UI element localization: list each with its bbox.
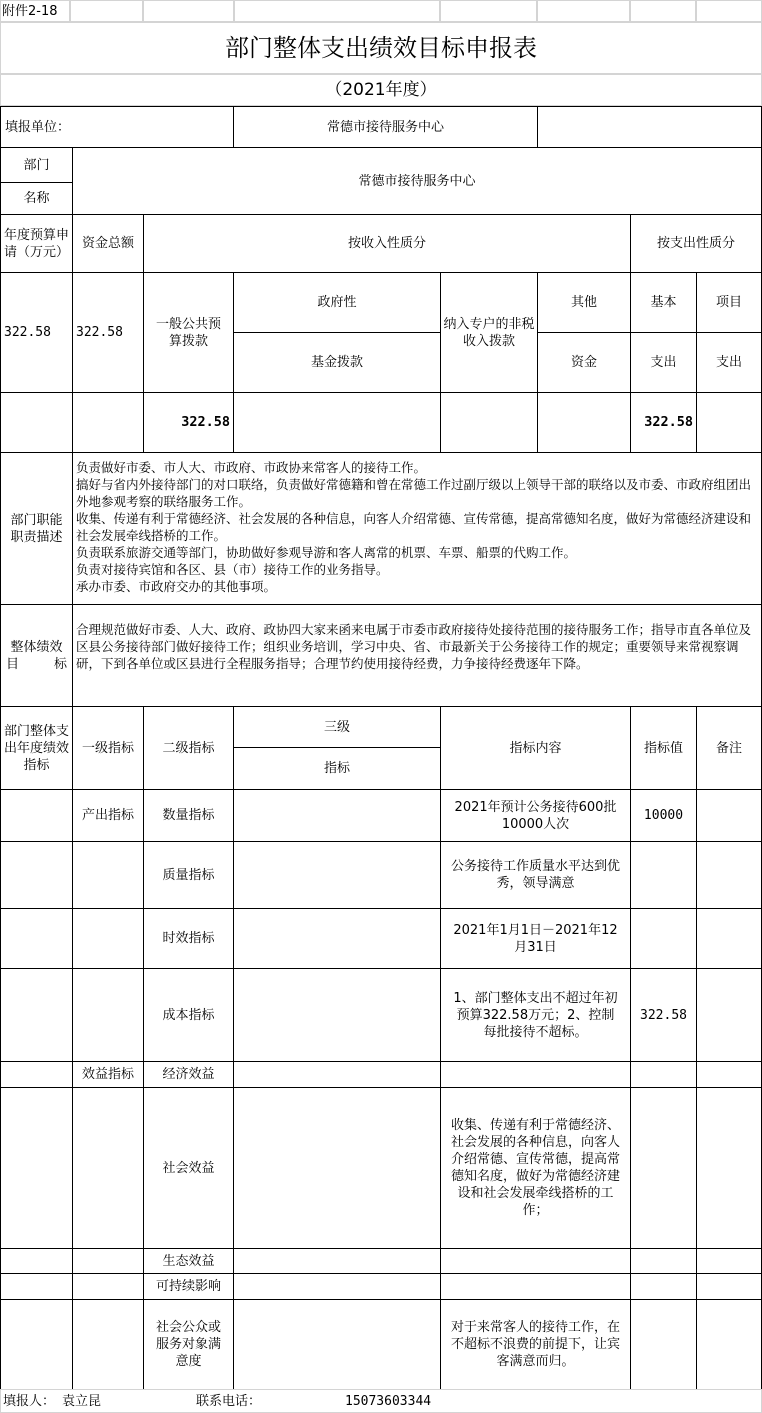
- level1-cell: [72, 1299, 144, 1390]
- duty-line: 收集、传递有利于常德经济、社会发展的各种信息，向客人介绍常德、宣传常德，提高常德知名度，做好为常德经济建设和社会发展牵线搭桥的工作。: [76, 511, 752, 543]
- value-cell: [630, 1299, 697, 1390]
- reporting-unit-label: 填报单位：: [0, 106, 234, 148]
- level3-header: 三级: [233, 706, 441, 748]
- content-cell: 公务接待工作质量水平达到优秀，领导满意: [440, 841, 631, 909]
- general-budget-header: 一般公共预算拨款: [143, 272, 234, 393]
- level1-cell: 产出指标: [72, 789, 144, 842]
- duty-line: 负责联系旅游交通等部门，协助做好参观导游和客人离常的机票、车票、船票的代购工作。: [76, 545, 577, 560]
- content-cell: 对于来常客人的接待工作，在不超标不浪费的前提下，让宾客满意而归。: [440, 1299, 631, 1390]
- goal-label-line-2a: 目: [6, 656, 20, 672]
- gov-fund-header: 政府性: [233, 272, 441, 333]
- content-cell: 1、部门整体支出不超过年初预算322.58万元；2、控制每批接待不超标。: [440, 968, 631, 1062]
- dept-label: 部门: [0, 147, 73, 183]
- level1-cell: [72, 1273, 144, 1300]
- basic-expense-value: 322.58: [630, 392, 697, 453]
- goal-label-line-2b: 标: [53, 656, 67, 672]
- reporting-unit-value: 常德市接待服务中心: [233, 106, 538, 148]
- other-funds-header-2: 资金: [537, 332, 631, 393]
- basic-expense-header-2: 支出: [630, 332, 697, 393]
- value-cell: [630, 1248, 697, 1274]
- level1-cell: [72, 1087, 144, 1249]
- duty-line: 承办市委、市政府交办的其他事项。: [76, 579, 277, 594]
- filler-label: 填报人：: [3, 1393, 56, 1409]
- phone-number: 15073603344: [345, 1393, 432, 1409]
- total-funds-value: 322.58: [72, 272, 144, 393]
- level2-cell: 数量指标: [143, 789, 234, 842]
- value-cell: [630, 841, 697, 909]
- value-cell: 10000: [630, 789, 697, 842]
- indicators-label: 部门整体支出年度绩效指标: [0, 706, 73, 790]
- project-expense-header-2: 支出: [696, 332, 762, 393]
- content-cell: [440, 1248, 631, 1274]
- duties-text: [72, 452, 762, 605]
- filler-name: 袁立昆: [62, 1393, 102, 1409]
- level2-cell: 时效指标: [143, 908, 234, 969]
- level3-header-2: 指标: [233, 747, 441, 790]
- duty-line: 负责做好市委、市人大、市政府、市政协来常客人的接待工作。: [76, 460, 427, 475]
- goal-text: 合理规范做好市委、人大、政府、政协四大家来函来电属于市委市政府接待处接待范围的接待服务工作；指导市直各单位及区县公务接待部门做好接待工作；组织业务培训，学习中央、省、市最新关于公务接待工作的规定；重要领导来常视察调研，下到各单位或区县进行全程服务指导；合理节约使用接待经费，力争接待经费逐年下降。: [72, 604, 762, 707]
- level2-cell: 质量指标: [143, 841, 234, 909]
- page-title: 部门整体支出绩效目标申报表: [0, 22, 762, 74]
- annual-budget-header: 年度预算申请（万元）: [0, 214, 73, 273]
- content-cell: [440, 1061, 631, 1088]
- general-budget-value: 322.58: [143, 392, 234, 453]
- value-cell: [630, 1273, 697, 1300]
- value-cell: [630, 1061, 697, 1088]
- level2-cell: 社会公众或服务对象满意度: [143, 1299, 234, 1390]
- value-cell: [630, 908, 697, 969]
- annual-budget-value: 322.58: [0, 272, 73, 393]
- level2-cell: 可持续影响: [143, 1273, 234, 1300]
- value-cell: 322.58: [630, 968, 697, 1062]
- goal-label-line-1: 整体绩效: [10, 639, 63, 655]
- value-header: 指标值: [630, 706, 697, 790]
- duty-line: 负责对接待宾馆和各区、县（市）接待工作的业务指导。: [76, 562, 389, 577]
- dept-name-value: 常德市接待服务中心: [72, 147, 762, 215]
- level2-header: 二级指标: [143, 706, 234, 790]
- goal-label: [0, 604, 73, 707]
- content-header: 指标内容: [440, 706, 631, 790]
- level2-cell: 生态效益: [143, 1248, 234, 1274]
- report-year: （2021年度）: [0, 74, 762, 106]
- level1-cell: [72, 841, 144, 909]
- project-expense-header: 项目: [696, 272, 762, 333]
- level1-cell: 效益指标: [72, 1061, 144, 1088]
- value-cell: [630, 1087, 697, 1249]
- level2-cell: 社会效益: [143, 1087, 234, 1249]
- basic-expense-header: 基本: [630, 272, 697, 333]
- duties-label: 部门职能职责描述: [0, 452, 73, 605]
- non-tax-header: 纳入专户的非税收入拨款: [440, 272, 538, 393]
- total-funds-header: 资金总额: [72, 214, 144, 273]
- by-income-header: 按收入性质分: [143, 214, 631, 273]
- duty-line: 搞好与省内外接待部门的对口联络，负责做好常德籍和曾在常德工作过副厅级以上领导干部的联络以及市委、市政府组团出外地参观考察的联络服务工作。: [76, 477, 752, 509]
- content-cell: 2021年1月1日－2021年12月31日: [440, 908, 631, 969]
- note-header: 备注: [696, 706, 762, 790]
- gov-fund-header-2: 基金拨款: [233, 332, 441, 393]
- level1-header: 一级指标: [72, 706, 144, 790]
- level1-cell: [72, 968, 144, 1062]
- content-cell: 收集、传递有利于常德经济、社会发展的各种信息，向客人介绍常德、宣传常德，提高常德知名度，做好为常德经济建设和社会发展牵线搭桥的工作；: [440, 1087, 631, 1249]
- level1-cell: [72, 1248, 144, 1274]
- phone-label: 联系电话：: [196, 1393, 262, 1409]
- attachment-label: 附件2-18: [2, 3, 58, 19]
- content-cell: [440, 1273, 631, 1300]
- other-funds-header: 其他: [537, 272, 631, 333]
- content-cell: 2021年预计公务接待600批10000人次: [440, 789, 631, 842]
- level1-cell: [72, 908, 144, 969]
- dept-label-2: 名称: [0, 182, 73, 215]
- by-expense-header: 按支出性质分: [630, 214, 762, 273]
- level2-cell: 经济效益: [143, 1061, 234, 1088]
- level2-cell: 成本指标: [143, 968, 234, 1062]
